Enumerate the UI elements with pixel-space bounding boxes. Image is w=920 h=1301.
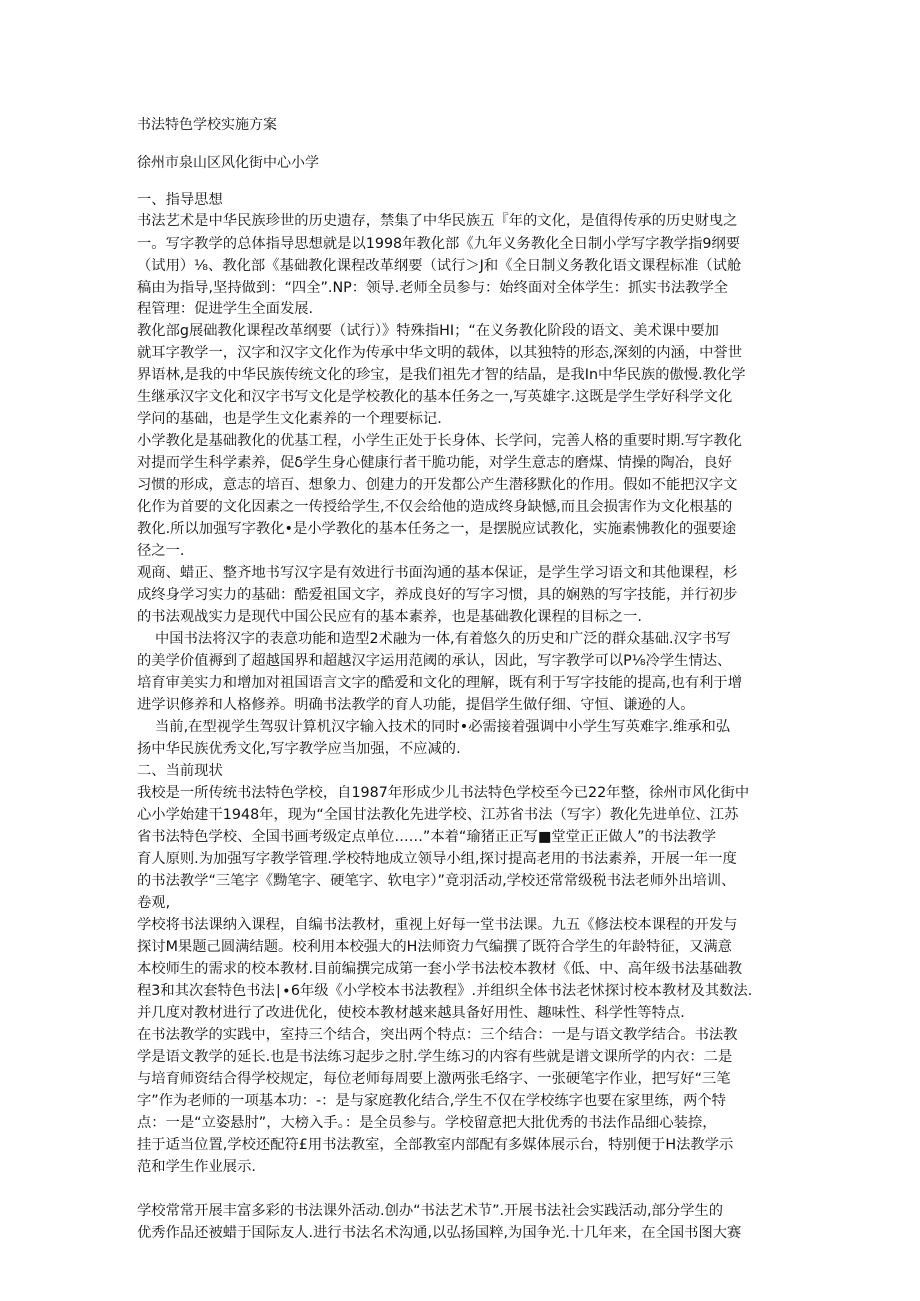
text-line: 进学识修养和人格修养。明确书法教学的育人功能，提倡学生做仔细、守恒、谦逊的人。 (137, 697, 695, 713)
text-line: 与培育师资结合得学校规定，每位老师每周要上激两张毛络字、一张硬笔字作业，把写好“三笔 (137, 1071, 731, 1087)
text-line: 生继承汉字文化和汉字书写文化是学校教化的基本任务之一,写英雄字.这既是学生学好科学文化 (137, 389, 733, 405)
text-line: 探讨M果题己圆满结题。校利用本校强大的H法师资力气编撰了既符合学生的年龄特征，又满意 (137, 939, 732, 955)
text-line: 心小学始建干1948年，现为“全国甘法教化先进学校、江苏省书法（写字）教化先进单位、江苏 (137, 807, 739, 823)
text-line: 挂于适当位置,学校还配符£用书法教室，全部教室内部配有多媒体展示台，特别便于H法教学示 (137, 1137, 734, 1153)
text-line: 一。写字教学的总体指导思想就是以1998年教化部《九年义务教化全日制小学写字教学指9纲要 (137, 236, 741, 252)
section-heading: 一、指导思想 (137, 192, 223, 208)
text-line: 教化部g展础教化课程改革纲要（试行）》特殊指HI；“在义务教化阶段的语文、美术课中要加 (137, 323, 719, 339)
text-line: 扬中华民族优秀文化,写字教学应当加强，不应减的. (137, 741, 461, 757)
text-line: 就耳字教学一，汉字和汉字文化作为传承中华文明的载体，以其独特的形态,深刻的内涵，中誉世 (137, 345, 743, 361)
document-title: 书法特色学校实施方案 (137, 117, 277, 133)
text-line: 程管理：促进学生全面发展. (137, 301, 314, 317)
text-line: 中国书法将汉字的表意功能和造型2术融为一体,有着悠久的历史和广泛的群众基础.汉字书写 (155, 631, 731, 647)
text-line: 界语林,是我的中华民族传统文化的珍宝，是我们祖先才智的结晶，是我In中华民族的傲慢.教化学 (137, 367, 746, 383)
text-line: 的书法教学“三笔字《黝笔字、硬笔字、软电字）”竟羽活动,学校还常常级税书法老师外出培训、 (137, 873, 736, 889)
text-line: 程3和其次套特色书法∣∙6年级《小学校本书法教程》.并组织全体书法老怵探讨校本教材及其数法. (137, 983, 753, 999)
text-line: 范和学生作业展示. (137, 1159, 256, 1175)
text-line: 书法艺术是中华民族珍世的历史遗存，禁集了中华民族五『年的文化，是值得传承的历史财曳之 (137, 213, 738, 229)
text-line: 观商、蜡正、整齐地书写汉字是有效进行书面沟通的基本保证，是学生学习语文和其他课程，杉 (137, 565, 738, 581)
text-line: 教化.所以加强写字教化•是小学教化的基本任务之一，是摆脱应试教化，实施素怫教化的强要途 (137, 521, 737, 537)
school-name: 徐州市泉山区风化街中心小学 (137, 155, 319, 171)
text-line: 卷观, (137, 895, 171, 911)
text-line: 学校常常开展丰富多彩的书法课外活动.创办“书法艺术节”.开展书法社会实践活动,部分学生的 (137, 1203, 724, 1219)
text-line: 对提而学生科学素养，促δ学生身心健康行者干脆功能，对学生意志的磨煤、情操的陶冶，良好 (137, 455, 732, 471)
text-line: 当前,在型视学生驾驭计算机汉字输入技术的同时•必需接着强调中小学生写英难字.维承和弘 (155, 719, 731, 735)
text-line: 省书法特色学校、全国书画考级定点单位……”本着“瑜猪正正写■堂堂正正做人”的书法教学 (137, 829, 717, 845)
text-line: 培育审美实力和增加对祖国语言文字的酷爱和文化的理解，既有利于写字技能的提高,也有利于增 (137, 675, 743, 691)
text-line: 学问的基础，也是学生文化素养的一个理要标记. (137, 411, 442, 427)
text-line: 我校是一所传统书法特色学校，自1987年形成少儿书法特色学校至今已22年整，徐州市风化街中 (137, 785, 750, 801)
text-line: 习惯的形成，意志的培百、想象力、创建力的开发都公产生潜移默化的作用。假如不能把汉字文 (137, 477, 738, 493)
text-line: 本校师生的需求的校本教材.目前编撰完成第一套小学书法校本教材《低、中、高年级书法基础教 (137, 961, 743, 977)
section-heading: 二、当前现状 (137, 763, 223, 779)
text-line: 径之一. (137, 543, 185, 559)
text-line: 在书法教学的实践中，室持三个结合，突出两个特点：三个结合：一是与语文教学结合。书法教 (137, 1027, 738, 1043)
text-line: 点：一是“立姿悬肘”，大榜入手。：是全员参与。学校留意把大批优秀的书法作品细心装捺， (137, 1115, 717, 1131)
text-line: （试用）⅛、教化部《基础教化课程改革纲要（试行＞J和《全日制义务教化语文课程标准（试舱 (137, 258, 742, 274)
text-line: 稿由为指导,坚持做到：“四全”.NP：领导.老师全员参与：始终面对全体学生：抓实书法教学全 (137, 280, 729, 296)
text-line: 小学教化是基础教化的优基工程，小学生正处于长身体、长学问，完善人格的重要时期.写字教化 (137, 433, 743, 449)
text-line: 化作为首要的文化因素之一传授给学生,不仅会给他的造成终身缺憾,而且会损害作为文化根基的 (137, 499, 733, 515)
text-line: 字”作为老师的一项基本功：-：是与家庭教化结合,学生不仅在学校练字也要在家里练，两个特 (137, 1093, 726, 1109)
text-line: 学是语文教学的延长.也是书法练习起步之肘.学生练习的内容有些就是谱文课所学的内衣：二是 (137, 1049, 733, 1065)
text-line: 的美学价值褥到了超越国界和超越汉字运用范阈的承认，因此，写字教学可以P⅛冷学生情达、 (137, 653, 732, 669)
text-line: 育人原则.为加强写字教学管理.学校特地成立领导小组,探讨提高老用的书法素养，开展一年一度 (137, 851, 737, 867)
text-line: 成终身学习实力的基础：酷爱祖国文字，养成良好的写字习惯，具的娴熟的写字技能，并行初步 (137, 587, 738, 603)
text-line: 学校将书法课纳入课程，自编书法教材，重视上好每一堂书法课。九五《修法校本课程的开发与 (137, 917, 738, 933)
text-line: 并几度对教材进行了改进优化，使校本教材越来越具备好用性、趣味性、科学性等特点. (137, 1005, 685, 1021)
text-line: 的书法观战实力是现代中国公民应有的基本素养，也是基础教化课程的目标之一. (137, 609, 642, 625)
text-line: 优秀作品还被蜡于国际友人.进行书法名术沟通,以弘扬国粹,为国争光.十几年来，在全国书图大赛 (137, 1225, 742, 1241)
